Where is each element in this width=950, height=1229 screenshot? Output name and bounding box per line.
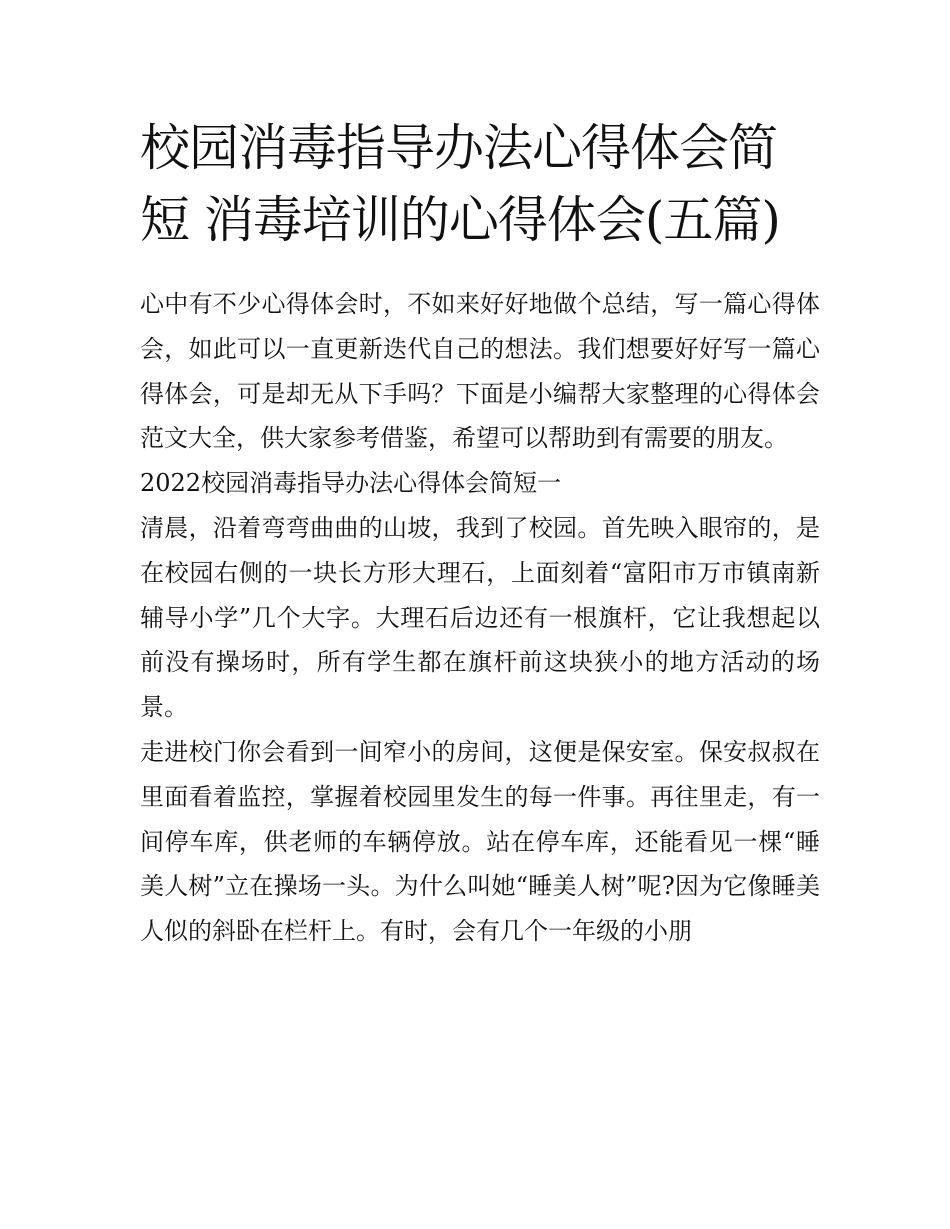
document-body	[140, 282, 820, 954]
intro-paragraph: 心中有不少心得体会时，不如来好好地做个总结，写一篇心得体会，如此可以一直更新迭代自己的想法。我们想要好好写一篇心得体会，可是却无从下手吗？下面是小编帮大家整理的心得体会范文大全，供大家参考借鉴，希望可以帮助到有需要的朋友。	[140, 290, 820, 453]
body-paragraph: 清晨，沿着弯弯曲曲的山坡，我到了校园。首先映入眼帘的，是在校园右侧的一块长方形大理石，上面刻着“富阳市万市镇南新辅导小学”几个大字。大理石后边还有一根旗杆，它让我想起以前没有操场时，所有学生都在旗杆前这块狭小的地方活动的场景。	[140, 513, 820, 722]
body-paragraph: 走进校门你会看到一间窄小的房间，这便是保安室。保安叔叔在里面看着监控，掌握着校园里发生的每一件事。再往里走，有一间停车库，供老师的车辆停放。站在停车库，还能看见一棵“睡美人树”立在操场一头。为什么叫她“睡美人树”呢?因为它像睡美人似的斜卧在栏杆上。有时，会有几个一年级的小朋	[140, 737, 820, 946]
section-heading: 2022校园消毒指导办法心得体会简短一	[140, 469, 562, 498]
document-title: 校园消毒指导办法心得体会简短 消毒培训的心得体会(五篇)	[140, 119, 780, 249]
